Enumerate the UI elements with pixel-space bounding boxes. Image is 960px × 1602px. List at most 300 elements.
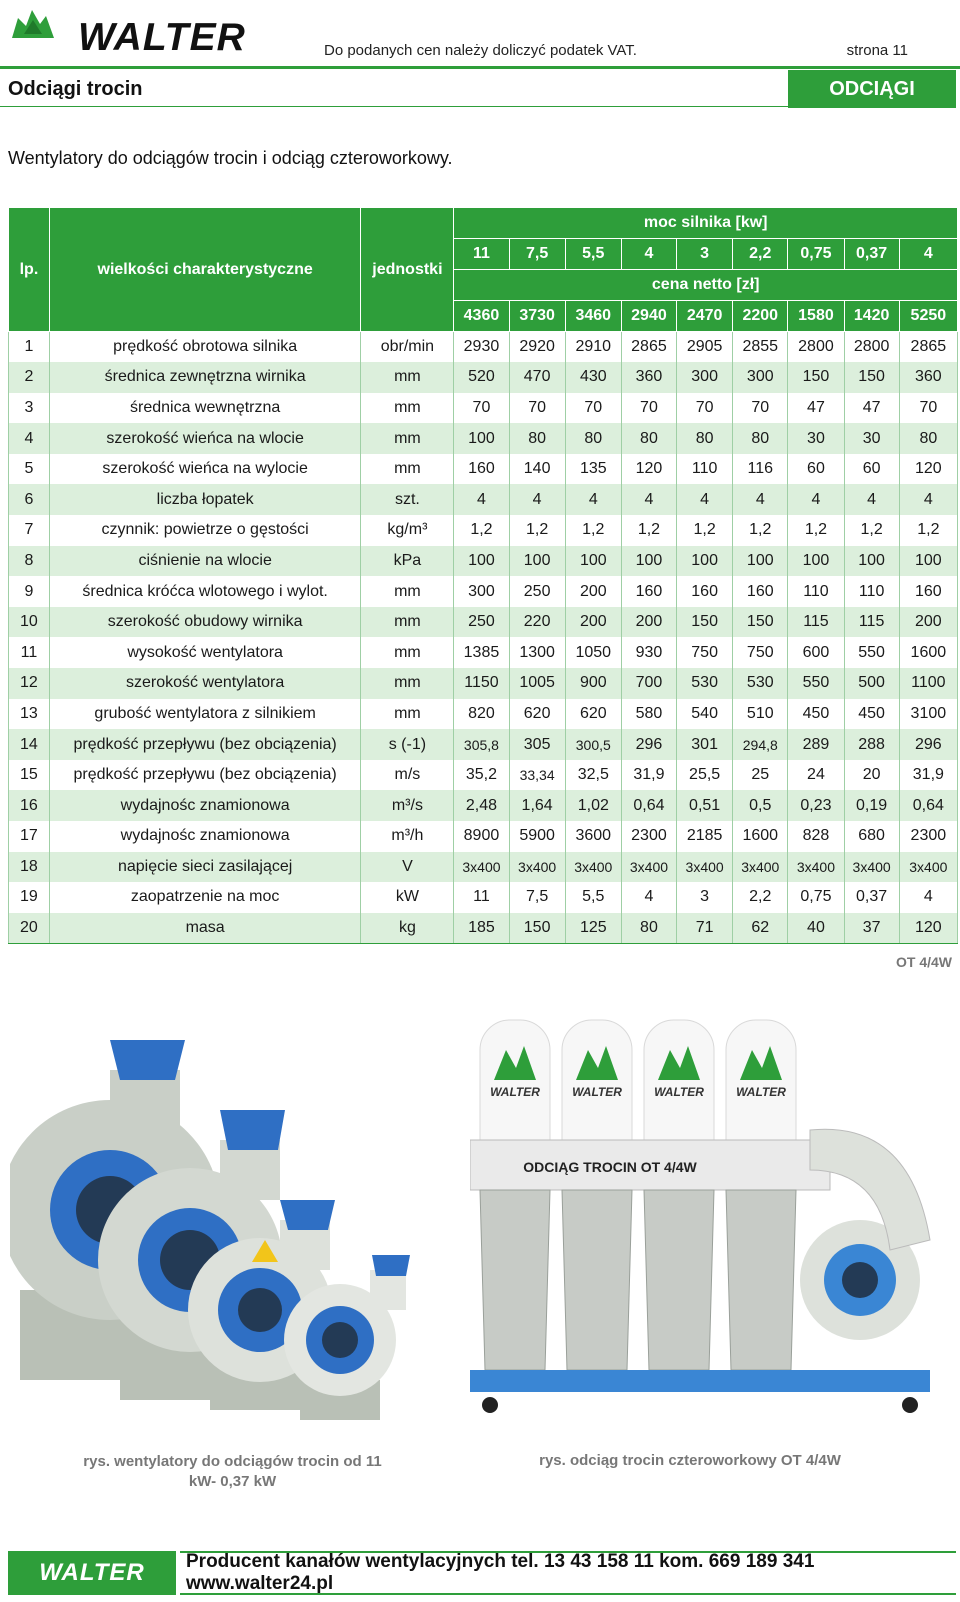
caption-fans: rys. wentylatory do odciągów trocin od 11 kW- 0,37 kW [83, 1453, 382, 1490]
price-cell: 3460 [565, 301, 621, 332]
row-value: 40 [788, 913, 844, 944]
row-value: 70 [454, 393, 509, 424]
row-name: zaopatrzenie na moc [49, 882, 361, 913]
row-value: 120 [621, 454, 676, 485]
row-value: 120 [899, 454, 957, 485]
row-value: 100 [899, 546, 957, 577]
row-value: 1,2 [788, 515, 844, 546]
row-name: wysokość wentylatora [49, 637, 361, 668]
row-value: 200 [621, 607, 676, 638]
table-row [9, 393, 958, 424]
header-unit: jednostki [361, 208, 454, 332]
power-cell: 4 [899, 239, 957, 270]
row-unit: m³/s [361, 790, 454, 821]
row-value: 1,2 [621, 515, 676, 546]
row-value: 100 [565, 546, 621, 577]
row-name: ciśnienie na wlocie [49, 546, 361, 577]
row-value: 80 [621, 423, 676, 454]
table-row [9, 362, 958, 393]
row-value: 140 [509, 454, 565, 485]
row-value: 500 [844, 668, 899, 699]
row-value: 296 [621, 729, 676, 760]
row-value: 700 [621, 668, 676, 699]
row-value: 20 [844, 760, 899, 791]
row-name: prędkość przepływu (bez obciązenia) [49, 760, 361, 791]
row-value: 31,9 [899, 760, 957, 791]
header-name: wielkości charakterystyczne [49, 208, 361, 332]
row-value: 60 [844, 454, 899, 485]
row-value: 900 [565, 668, 621, 699]
row-name: szerokość obudowy wirnika [49, 607, 361, 638]
row-number: 19 [9, 882, 50, 913]
row-value: 25,5 [677, 760, 733, 791]
bag-brand: WALTER [490, 1085, 540, 1099]
page-header [0, 0, 960, 70]
row-value: 200 [565, 607, 621, 638]
row-value: 1600 [733, 821, 788, 852]
spec-body [9, 332, 958, 944]
row-value: 80 [621, 913, 676, 944]
vat-note: Do podanych cen należy doliczyć podatek VAT. [324, 42, 637, 59]
row-value: 2920 [509, 332, 565, 363]
row-number: 6 [9, 484, 50, 515]
row-value: 550 [788, 668, 844, 699]
row-value: 250 [454, 607, 509, 638]
table-row [9, 699, 958, 730]
row-value: 580 [621, 699, 676, 730]
row-value: 100 [788, 546, 844, 577]
row-unit: kW [361, 882, 454, 913]
row-number: 13 [9, 699, 50, 730]
row-value: 4 [788, 484, 844, 515]
spec-table-wrapper [8, 207, 958, 944]
row-value: 2300 [621, 821, 676, 852]
row-unit: mm [361, 637, 454, 668]
row-number: 7 [9, 515, 50, 546]
row-value: 296 [899, 729, 957, 760]
row-value: 2,2 [733, 882, 788, 913]
row-value: 4 [454, 484, 509, 515]
row-number: 11 [9, 637, 50, 668]
row-value: 750 [733, 637, 788, 668]
row-value: 300 [677, 362, 733, 393]
row-value: 1600 [899, 637, 957, 668]
row-value: 470 [509, 362, 565, 393]
row-unit: mm [361, 393, 454, 424]
row-value: 3x400 [844, 852, 899, 883]
price-cell: 4360 [454, 301, 509, 332]
row-value: 110 [788, 576, 844, 607]
row-value: 1050 [565, 637, 621, 668]
price-cell: 2940 [621, 301, 676, 332]
table-row [9, 852, 958, 883]
footer-brand-box [8, 1551, 176, 1595]
row-value: 7,5 [509, 882, 565, 913]
row-value: 2865 [899, 332, 957, 363]
bag-brand: WALTER [572, 1085, 622, 1099]
row-unit: mm [361, 668, 454, 699]
row-value: 2185 [677, 821, 733, 852]
row-value: 37 [844, 913, 899, 944]
price-cell: 2470 [677, 301, 733, 332]
row-value: 828 [788, 821, 844, 852]
section-title: Odciągi trocin [8, 78, 143, 100]
footer-contact: Producent kanałów wentylacyjnych tel. 13 43 158 11 kom. 669 189 341 www.walter24.pl [186, 1551, 815, 1594]
row-number: 4 [9, 423, 50, 454]
table-row [9, 760, 958, 791]
row-number: 2 [9, 362, 50, 393]
row-value: 680 [844, 821, 899, 852]
row-number: 3 [9, 393, 50, 424]
row-value: 1385 [454, 637, 509, 668]
row-value: 4 [899, 882, 957, 913]
row-value: 70 [565, 393, 621, 424]
table-row [9, 546, 958, 577]
row-unit: mm [361, 607, 454, 638]
row-value: 294,8 [733, 729, 788, 760]
row-value: 305,8 [454, 729, 509, 760]
row-value: 60 [788, 454, 844, 485]
row-value: 3x400 [621, 852, 676, 883]
row-value: 5,5 [565, 882, 621, 913]
row-number: 15 [9, 760, 50, 791]
row-value: 30 [788, 423, 844, 454]
row-unit: m/s [361, 760, 454, 791]
row-value: 530 [677, 668, 733, 699]
row-value: 4 [621, 882, 676, 913]
row-value: 100 [509, 546, 565, 577]
power-cell: 11 [454, 239, 509, 270]
row-value: 80 [565, 423, 621, 454]
bag-brand: WALTER [654, 1085, 704, 1099]
table-row [9, 821, 958, 852]
row-unit: V [361, 852, 454, 883]
row-value: 150 [677, 607, 733, 638]
row-value: 430 [565, 362, 621, 393]
row-value: 1,2 [454, 515, 509, 546]
footer-contact-box [180, 1551, 956, 1595]
row-unit: kPa [361, 546, 454, 577]
row-value: 135 [565, 454, 621, 485]
row-number: 14 [9, 729, 50, 760]
row-value: 0,51 [677, 790, 733, 821]
header-lp: lp. [9, 208, 50, 332]
row-number: 10 [9, 607, 50, 638]
row-value: 1150 [454, 668, 509, 699]
row-value: 1,2 [899, 515, 957, 546]
page-number: strona 11 [846, 42, 908, 59]
row-value: 62 [733, 913, 788, 944]
table-row [9, 882, 958, 913]
spec-table [8, 207, 958, 944]
table-row [9, 515, 958, 546]
row-value: 600 [788, 637, 844, 668]
price-cell: 5250 [899, 301, 957, 332]
row-value: 24 [788, 760, 844, 791]
row-name: czynnik: powietrze o gęstości [49, 515, 361, 546]
row-value: 288 [844, 729, 899, 760]
row-unit: m³/h [361, 821, 454, 852]
row-value: 200 [899, 607, 957, 638]
row-value: 70 [733, 393, 788, 424]
row-value: 120 [899, 913, 957, 944]
row-value: 1,2 [509, 515, 565, 546]
row-unit: kg [361, 913, 454, 944]
row-value: 160 [733, 576, 788, 607]
row-value: 1,2 [733, 515, 788, 546]
row-value: 70 [677, 393, 733, 424]
power-cell: 3 [677, 239, 733, 270]
price-cell: 2200 [733, 301, 788, 332]
row-unit: mm [361, 423, 454, 454]
row-value: 620 [565, 699, 621, 730]
price-cell: 3730 [509, 301, 565, 332]
row-unit: obr/min [361, 332, 454, 363]
row-name: średnica zewnętrzna wirnika [49, 362, 361, 393]
row-name: średnica króćca wlotowego i wylot. [49, 576, 361, 607]
row-value: 3x400 [733, 852, 788, 883]
row-value: 1,2 [844, 515, 899, 546]
table-row [9, 423, 958, 454]
row-value: 620 [509, 699, 565, 730]
row-value: 530 [733, 668, 788, 699]
row-value: 32,5 [565, 760, 621, 791]
ot-label: OT 4/4W [896, 954, 953, 970]
row-value: 510 [733, 699, 788, 730]
footer-brand: WALTER [39, 1559, 145, 1586]
row-value: 3x400 [509, 852, 565, 883]
row-value: 80 [899, 423, 957, 454]
row-value: 185 [454, 913, 509, 944]
table-row [9, 913, 958, 944]
row-value: 520 [454, 362, 509, 393]
row-value: 200 [565, 576, 621, 607]
row-value: 0,19 [844, 790, 899, 821]
row-name: wydajnośc znamionowa [49, 790, 361, 821]
row-value: 301 [677, 729, 733, 760]
table-row [9, 729, 958, 760]
power-cell: 0,75 [788, 239, 844, 270]
row-value: 2300 [899, 821, 957, 852]
row-value: 750 [677, 637, 733, 668]
row-value: 160 [899, 576, 957, 607]
section-underline [0, 106, 790, 107]
row-unit: mm [361, 576, 454, 607]
row-value: 100 [454, 546, 509, 577]
table-row [9, 484, 958, 515]
row-value: 2800 [844, 332, 899, 363]
row-value: 360 [899, 362, 957, 393]
row-value: 100 [733, 546, 788, 577]
row-value: 8900 [454, 821, 509, 852]
row-value: 4 [677, 484, 733, 515]
row-value: 3x400 [565, 852, 621, 883]
table-row [9, 454, 958, 485]
row-value: 0,64 [899, 790, 957, 821]
row-value: 5900 [509, 821, 565, 852]
row-value: 3600 [565, 821, 621, 852]
row-number: 17 [9, 821, 50, 852]
row-value: 1005 [509, 668, 565, 699]
row-unit: kg/m³ [361, 515, 454, 546]
row-value: 110 [677, 454, 733, 485]
row-number: 1 [9, 332, 50, 363]
price-cell: 1580 [788, 301, 844, 332]
row-value: 450 [788, 699, 844, 730]
row-value: 47 [844, 393, 899, 424]
row-number: 16 [9, 790, 50, 821]
power-cell: 0,37 [844, 239, 899, 270]
power-cell: 7,5 [509, 239, 565, 270]
row-value: 115 [844, 607, 899, 638]
row-value: 150 [844, 362, 899, 393]
row-value: 100 [677, 546, 733, 577]
row-value: 0,75 [788, 882, 844, 913]
row-value: 70 [509, 393, 565, 424]
row-value: 360 [621, 362, 676, 393]
caption-extractor: rys. odciąg trocin czteroworkowy OT 4/4W [539, 1452, 841, 1469]
row-value: 116 [733, 454, 788, 485]
row-value: 2855 [733, 332, 788, 363]
row-value: 1100 [899, 668, 957, 699]
row-value: 160 [677, 576, 733, 607]
row-value: 300 [454, 576, 509, 607]
row-value: 2930 [454, 332, 509, 363]
row-value: 1,02 [565, 790, 621, 821]
table-row [9, 576, 958, 607]
row-number: 8 [9, 546, 50, 577]
row-value: 3x400 [454, 852, 509, 883]
row-value: 2,48 [454, 790, 509, 821]
row-name: napięcie sieci zasilającej [49, 852, 361, 883]
extractor-banner: ODCIĄG TROCIN OT 4/4W [523, 1159, 697, 1175]
row-value: 115 [788, 607, 844, 638]
power-cell: 4 [621, 239, 676, 270]
row-value: 0,5 [733, 790, 788, 821]
row-name: średnica wewnętrzna [49, 393, 361, 424]
row-value: 150 [733, 607, 788, 638]
row-value: 1300 [509, 637, 565, 668]
row-value: 1,2 [677, 515, 733, 546]
row-number: 18 [9, 852, 50, 883]
row-value: 289 [788, 729, 844, 760]
row-value: 550 [844, 637, 899, 668]
row-number: 9 [9, 576, 50, 607]
row-value: 31,9 [621, 760, 676, 791]
row-value: 4 [565, 484, 621, 515]
row-value: 450 [844, 699, 899, 730]
row-name: szerokość wieńca na wylocie [49, 454, 361, 485]
intro-text: Wentylatory do odciągów trocin i odciąg czteroworkowy. [8, 148, 453, 168]
row-value: 220 [509, 607, 565, 638]
row-name: wydajnośc znamionowa [49, 821, 361, 852]
row-name: grubość wentylatora z silnikiem [49, 699, 361, 730]
row-value: 80 [509, 423, 565, 454]
row-value: 71 [677, 913, 733, 944]
row-value: 150 [788, 362, 844, 393]
walter-logo [6, 4, 60, 58]
row-value: 35,2 [454, 760, 509, 791]
row-value: 160 [454, 454, 509, 485]
row-value: 70 [899, 393, 957, 424]
row-value: 160 [621, 576, 676, 607]
row-value: 11 [454, 882, 509, 913]
table-row [9, 637, 958, 668]
brand-name: WALTER [78, 16, 246, 59]
row-value: 930 [621, 637, 676, 668]
row-value: 150 [509, 913, 565, 944]
table-row [9, 790, 958, 821]
header-price: cena netto [zł] [454, 270, 958, 301]
row-value: 0,23 [788, 790, 844, 821]
row-value: 3100 [899, 699, 957, 730]
header-divider [0, 66, 960, 69]
price-cell: 1420 [844, 301, 899, 332]
row-value: 2905 [677, 332, 733, 363]
row-value: 125 [565, 913, 621, 944]
row-value: 0,37 [844, 882, 899, 913]
power-cell: 5,5 [565, 239, 621, 270]
row-value: 3x400 [788, 852, 844, 883]
row-value: 4 [733, 484, 788, 515]
row-value: 80 [677, 423, 733, 454]
row-value: 25 [733, 760, 788, 791]
table-row [9, 332, 958, 363]
power-cell: 2,2 [733, 239, 788, 270]
row-unit: mm [361, 454, 454, 485]
row-value: 4 [844, 484, 899, 515]
row-value: 100 [844, 546, 899, 577]
row-value: 3x400 [677, 852, 733, 883]
row-name: szerokość wentylatora [49, 668, 361, 699]
row-value: 33,34 [509, 760, 565, 791]
row-value: 0,64 [621, 790, 676, 821]
row-unit: mm [361, 362, 454, 393]
fans-illustration [10, 1040, 450, 1430]
row-value: 2865 [621, 332, 676, 363]
row-value: 80 [733, 423, 788, 454]
row-name: masa [49, 913, 361, 944]
table-row [9, 607, 958, 638]
row-value: 4 [621, 484, 676, 515]
row-value: 2910 [565, 332, 621, 363]
row-value: 3 [677, 882, 733, 913]
row-name: liczba łopatek [49, 484, 361, 515]
row-value: 250 [509, 576, 565, 607]
row-value: 100 [621, 546, 676, 577]
row-value: 2800 [788, 332, 844, 363]
row-number: 12 [9, 668, 50, 699]
header-power: moc silnika [kw] [454, 208, 958, 239]
page-footer [8, 1551, 956, 1595]
row-value: 300,5 [565, 729, 621, 760]
row-number: 5 [9, 454, 50, 485]
table-row [9, 668, 958, 699]
row-number: 20 [9, 913, 50, 944]
row-unit: s (-1) [361, 729, 454, 760]
row-value: 4 [509, 484, 565, 515]
row-value: 1,2 [565, 515, 621, 546]
row-unit: mm [361, 699, 454, 730]
row-name: szerokość wieńca na wlocie [49, 423, 361, 454]
dust-extractor-illustration [470, 1010, 950, 1430]
row-unit: szt. [361, 484, 454, 515]
row-value: 70 [621, 393, 676, 424]
row-value: 100 [454, 423, 509, 454]
row-value: 305 [509, 729, 565, 760]
row-name: prędkość obrotowa silnika [49, 332, 361, 363]
row-name: prędkość przepływu (bez obciązenia) [49, 729, 361, 760]
